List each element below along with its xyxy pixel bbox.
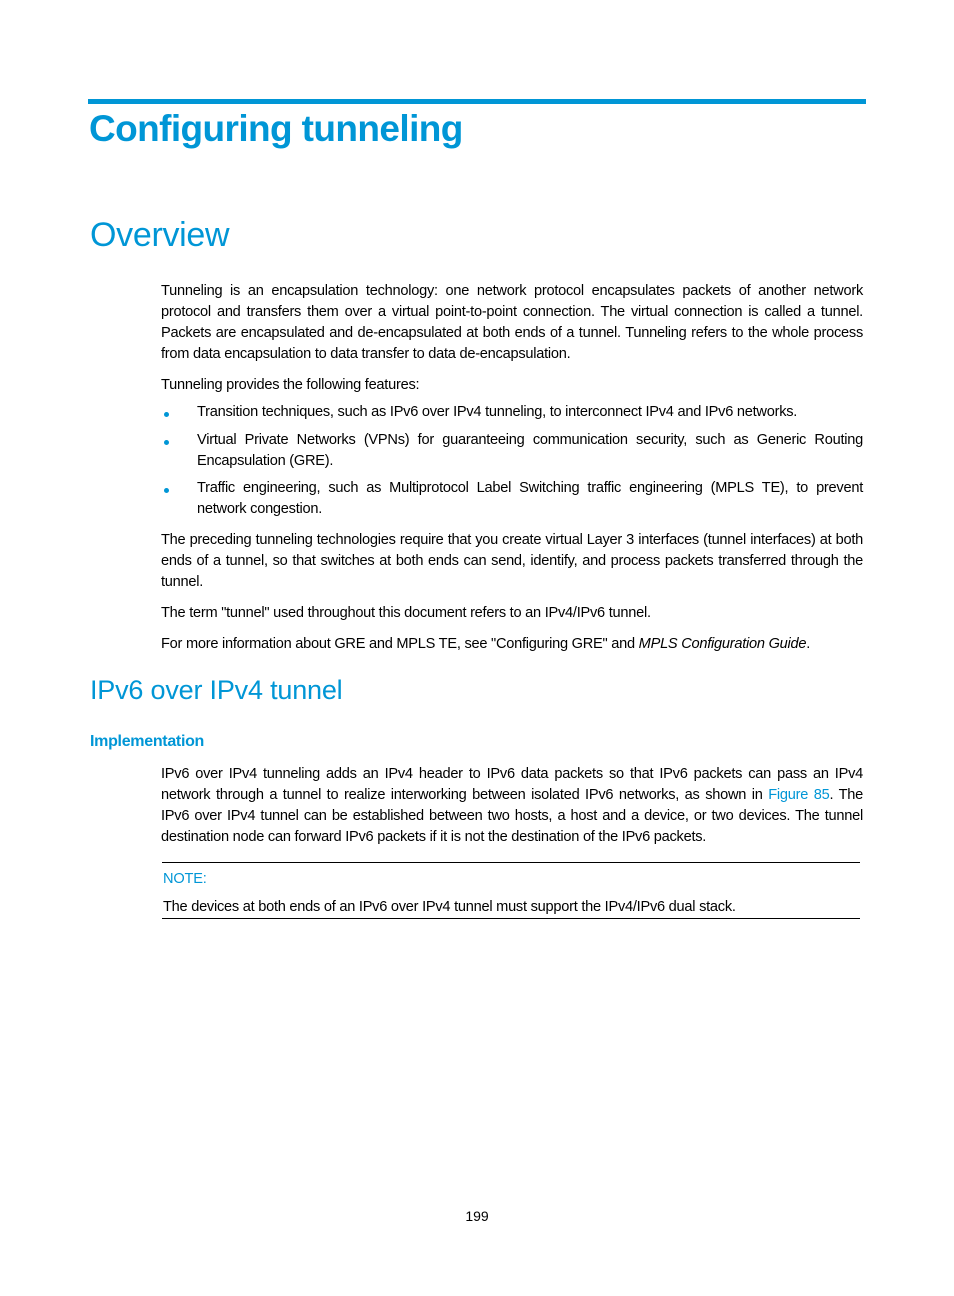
preceding-paragraph: The preceding tunneling technologies require that you create virtual Layer 3 interfaces (tunnel interfaces) at both ends of a tunnel, so that switches at both ends can send, identify, and process packets transferred through the tunnel. [161,532,863,590]
feature-list-item [161,430,863,472]
figure-85-link[interactable]: Figure 85 [768,787,830,803]
page-number: 199 [465,1208,489,1224]
note-label: NOTE: [163,871,207,887]
ipv6-over-ipv4-heading: IPv6 over IPv4 tunnel [90,675,343,705]
features-lead-text: Tunneling provides the following features: [161,377,420,393]
implementation-paragraph [161,764,863,848]
feature-list-item [161,478,863,520]
bullet-icon [164,440,169,445]
chapter-top-rule [88,99,866,104]
more-info-text: For more information about GRE and MPLS TE, see "Configuring GRE" and [161,636,639,652]
more-info-paragraph [161,634,863,655]
feature-text: Traffic engineering, such as Multiprotocol Label Switching traffic engineering (MPLS TE), to prevent network congestion. [197,480,863,517]
note-box [162,862,860,919]
bullet-icon [164,412,169,417]
more-info-suffix: . [806,636,811,652]
note-text: The devices at both ends of an IPv6 over IPv4 tunnel must support the IPv4/IPv6 dual stack. [163,899,736,915]
implementation-heading: Implementation [90,733,205,750]
feature-text: Virtual Private Networks (VPNs) for guaranteeing communication security, such as Generic Routing Encapsulation (GRE). [197,432,863,469]
overview-heading: Overview [90,216,230,254]
bullet-icon [164,488,169,493]
mpls-guide-reference: MPLS Configuration Guide [638,636,807,652]
implementation-text-continued: . The IPv6 over IPv4 tunnel can be established between two hosts, a host and a device, or two devices. The tunnel destination node can forward IPv6 packets if it is not the destination of the IPv6 packets. [161,787,864,845]
tunnel-term-paragraph: The term "tunnel" used throughout this document refers to an IPv4/IPv6 tunnel. [161,605,651,621]
feature-text: Transition techniques, such as IPv6 over IPv4 tunneling, to interconnect IPv4 and IPv6 networks. [197,404,798,420]
chapter-title: Configuring tunneling [89,108,463,149]
implementation-text: IPv6 over IPv4 tunneling adds an IPv4 header to IPv6 data packets so that IPv6 packets can pass an IPv4 network through a tunnel to realize interworking between isolated IPv6 networks, as shown in [161,766,863,803]
feature-list-item [161,402,863,423]
overview-intro-paragraph: Tunneling is an encapsulation technology: one network protocol encapsulates packets of another network protocol and transfers them over a virtual point-to-point connection. The virtual connection is called a tunnel. Packets are encapsulated and de-encapsulated at both ends of a tunnel. Tunneling refers to the whole process from data encapsulation to data transfer to data de-encapsulation. [161,283,863,362]
